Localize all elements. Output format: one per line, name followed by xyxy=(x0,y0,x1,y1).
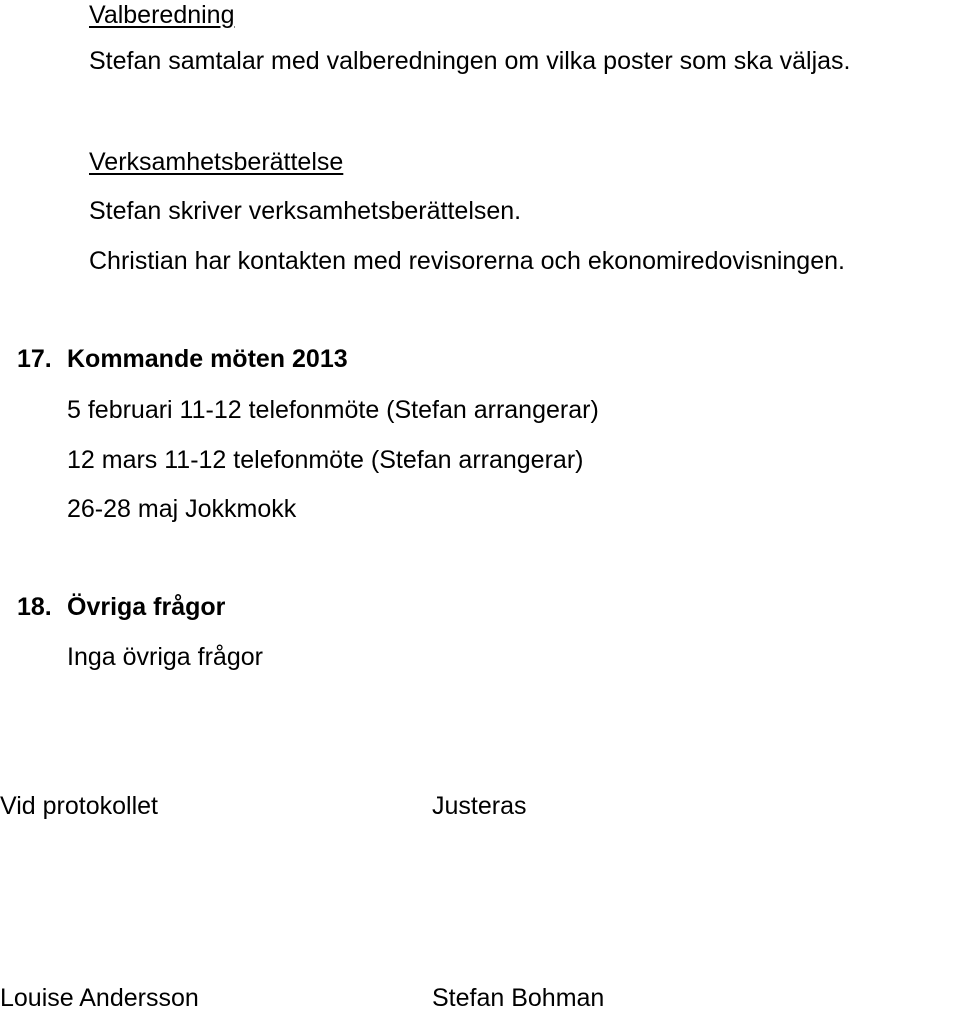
valberedning-text: Stefan samtalar med valberedningen om vilka poster som ska väljas. xyxy=(89,47,851,75)
meeting-item-1: 5 februari 11-12 telefonmöte (Stefan arrangerar) xyxy=(67,396,599,424)
section-18-text: Inga övriga frågor xyxy=(67,643,263,671)
signature-label-right: Justeras xyxy=(432,792,527,820)
meeting-item-3: 26-28 maj Jokkmokk xyxy=(67,495,297,523)
section-18-number: 18. xyxy=(17,593,52,621)
valberedning-heading: Valberedning xyxy=(89,1,235,29)
verksamhet-line-1: Stefan skriver verksamhetsberättelsen. xyxy=(89,197,522,225)
signature-name-left: Louise Andersson xyxy=(0,984,199,1012)
verksamhet-line-2: Christian har kontakten med revisorerna och ekonomiredovisningen. xyxy=(89,247,845,275)
signature-name-right: Stefan Bohman xyxy=(432,984,605,1012)
verksamhet-heading: Verksamhetsberättelse xyxy=(89,148,344,176)
signature-label-left: Vid protokollet xyxy=(0,792,158,820)
section-18-title: Övriga frågor xyxy=(67,593,226,621)
section-18-heading xyxy=(17,592,225,622)
section-17-number: 17. xyxy=(17,345,52,373)
section-17-heading xyxy=(17,344,348,374)
section-17-title: Kommande möten 2013 xyxy=(67,345,348,373)
meeting-item-2: 12 mars 11-12 telefonmöte (Stefan arrangerar) xyxy=(67,446,584,474)
